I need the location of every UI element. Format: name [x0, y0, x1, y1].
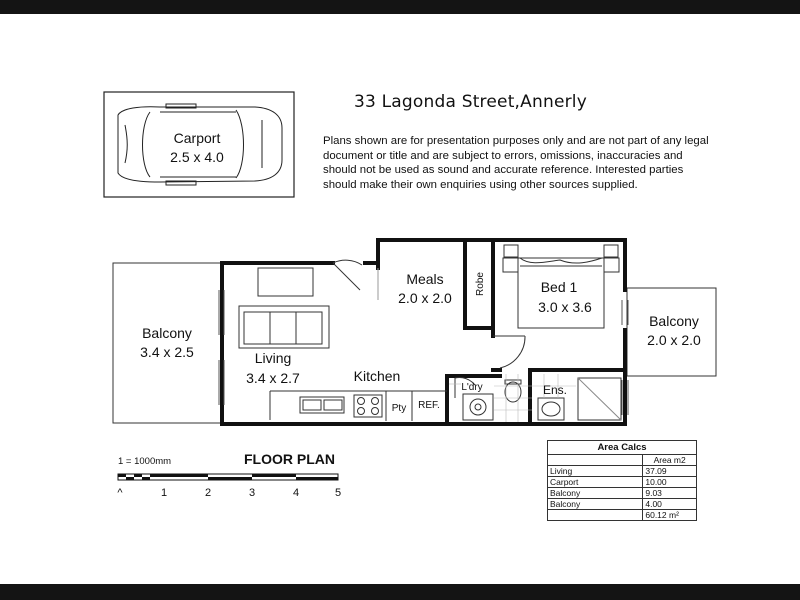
table-row — [548, 466, 697, 477]
area-row-value: 37.09 — [643, 466, 697, 477]
left-balcony-outline — [113, 263, 222, 423]
scale-note: 1 = 1000mm — [118, 456, 172, 467]
disclaimer-text: Plans shown are for presentation purposes only and are not part of any legal document or title and are subject to errors, omissions, inaccuracies and should not be used as sound and accurate reference. Interested parties should make their own enquiries using other sources supplied. — [323, 135, 709, 191]
pantry-label: Pty — [391, 403, 407, 414]
area-calcs-title: Area Calcs — [548, 441, 697, 455]
balcony-right-label: Balcony — [649, 313, 699, 329]
area-row-value: 4.00 — [643, 499, 697, 510]
scale-bar — [118, 474, 338, 480]
scale-tick-5: 5 — [334, 487, 342, 499]
balcony-right-size: 2.0 x 2.0 — [647, 332, 701, 348]
area-total-value: 60.12 m² — [643, 510, 697, 521]
area-total-row — [548, 510, 697, 521]
area-row-value: 10.00 — [643, 477, 697, 488]
property-address: 33 Lagonda Street,Annerly — [354, 92, 587, 112]
table-row — [548, 499, 697, 510]
bed1-size: 3.0 x 3.6 — [538, 299, 592, 315]
fridge-label: REF. — [418, 400, 440, 411]
meals-size: 2.0 x 2.0 — [398, 290, 452, 306]
area-unit-header: Area m2 — [643, 455, 697, 466]
living-furniture — [239, 268, 329, 348]
ensuite-label: Ens. — [542, 383, 568, 397]
area-row-label: Carport — [548, 477, 643, 488]
laundry-label: L'dry — [461, 382, 483, 393]
area-row-label: Balcony — [548, 499, 643, 510]
scale-tick-0: ^ — [117, 487, 123, 499]
balcony-left-size: 3.4 x 2.5 — [140, 344, 194, 360]
area-row-label: Balcony — [548, 488, 643, 499]
living-label: Living — [254, 350, 292, 366]
scale-tick-4: 4 — [292, 487, 300, 499]
table-row — [548, 488, 697, 499]
table-row — [548, 477, 697, 488]
scale-ticks — [117, 487, 341, 499]
floor-plan-title: FLOOR PLAN — [244, 451, 335, 467]
scale-tick-3: 3 — [248, 487, 256, 499]
balcony-left-label: Balcony — [142, 325, 192, 341]
carport-size: 2.5 x 4.0 — [170, 149, 224, 165]
meals-label: Meals — [406, 271, 444, 287]
living-size: 3.4 x 2.7 — [246, 370, 300, 386]
area-calcs-table — [547, 440, 697, 521]
area-row-value: 9.03 — [643, 488, 697, 499]
robe-label: Robe — [475, 272, 486, 296]
area-row-label: Living — [548, 466, 643, 477]
carport-label: Carport — [173, 130, 221, 146]
kitchen-label: Kitchen — [353, 368, 401, 384]
scale-tick-2: 2 — [204, 487, 212, 499]
bed1-label: Bed 1 — [540, 279, 578, 295]
scale-tick-1: 1 — [160, 487, 168, 499]
